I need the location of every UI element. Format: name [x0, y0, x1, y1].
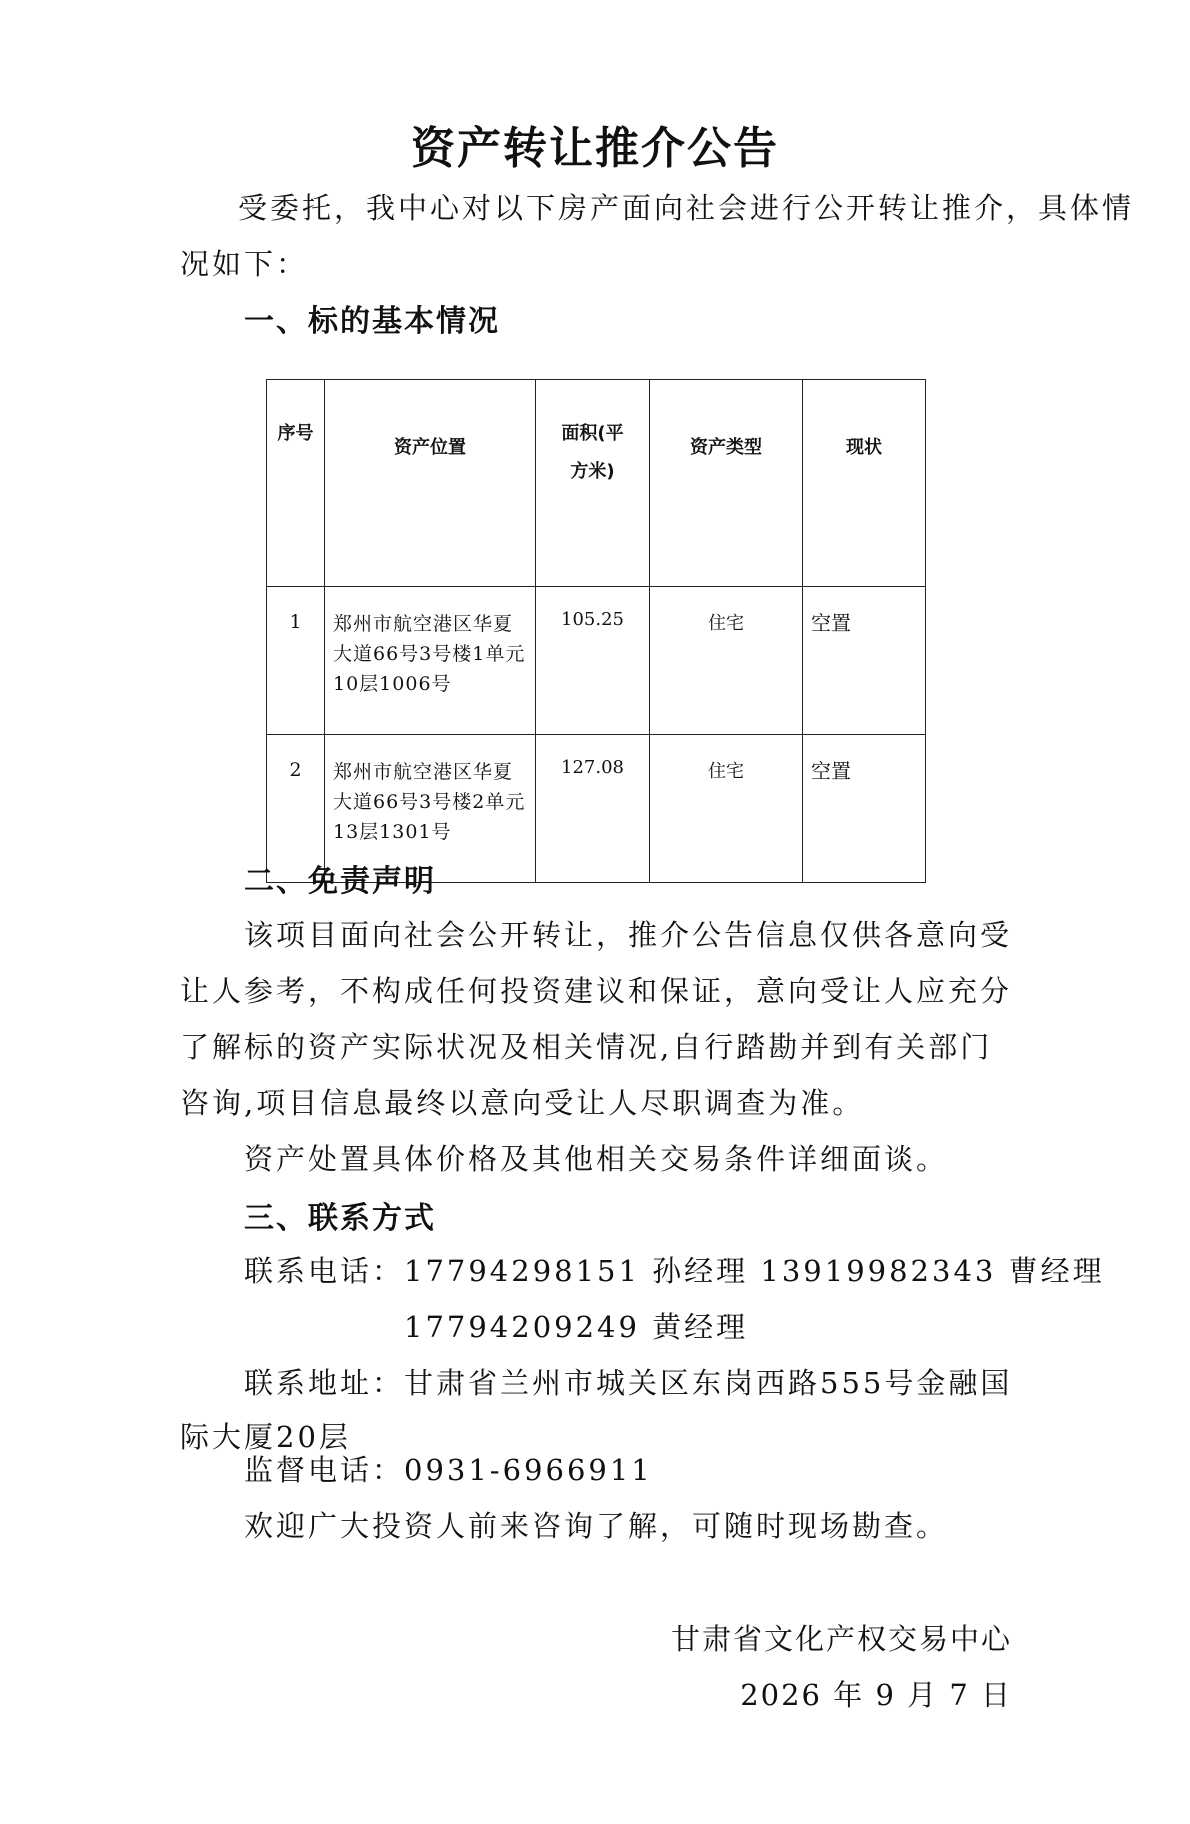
header-type: 资产类型 — [650, 380, 803, 587]
header-index: 序号 — [267, 380, 325, 587]
contact-phone-line-1: 联系电话：17794298151 孙经理 13919982343 曹经理 — [244, 1254, 1105, 1288]
welcome-note: 欢迎广大投资人前来咨询了解，可随时现场勘查。 — [244, 1509, 949, 1543]
contact-phone-line-2: 17794209249 黄经理 — [404, 1310, 749, 1344]
row-2-area: 127.08 — [536, 735, 650, 883]
header-area-line-2: 方米) — [570, 461, 615, 482]
row-1-type: 住宅 — [650, 587, 803, 735]
table-row — [267, 587, 926, 735]
disclaimer-line-1: 该项目面向社会公开转让，推介公告信息仅供各意向受 — [244, 918, 1013, 952]
row-1-area: 105.25 — [536, 587, 650, 735]
row-2-location: 郑州市航空港区华夏大道66号3号楼2单元13层1301号 — [325, 735, 536, 883]
asset-table-container — [260, 372, 940, 843]
row-2-status: 空置 — [803, 735, 926, 883]
signature-date: 2026 年 9 月 7 日 — [740, 1678, 1012, 1712]
price-note: 资产处置具体价格及其他相关交易条件详细面谈。 — [244, 1142, 949, 1176]
asset-table — [266, 379, 926, 883]
header-location: 资产位置 — [325, 380, 536, 587]
disclaimer-line-2: 让人参考，不构成任何投资建议和保证，意向受让人应充分 — [180, 974, 1013, 1008]
row-1-location: 郑州市航空港区华夏大道66号3号楼1单元10层1006号 — [325, 587, 536, 735]
row-1-index: 1 — [267, 587, 325, 735]
table-header-row — [267, 380, 926, 587]
signature-org: 甘肃省文化产权交易中心 — [670, 1622, 1012, 1656]
intro-line-1: 受委托，我中心对以下房产面向社会进行公开转让推介，具体情 — [238, 191, 1135, 225]
disclaimer-line-3: 了解标的资产实际状况及相关情况,自行踏勘并到有关部门 — [180, 1030, 993, 1064]
section-3-heading: 三、联系方式 — [244, 1201, 436, 1236]
contact-address-line-2: 际大厦20层 — [180, 1420, 351, 1454]
section-2-heading: 二、免责声明 — [244, 864, 436, 899]
row-1-status: 空置 — [803, 587, 926, 735]
header-status: 现状 — [803, 380, 926, 587]
header-area-line-1: 面积(平 — [561, 423, 624, 444]
page-title: 资产转让推介公告 — [411, 123, 779, 174]
contact-address-line-1: 联系地址：甘肃省兰州市城关区东岗西路555号金融国 — [244, 1366, 1013, 1400]
row-2-type: 住宅 — [650, 735, 803, 883]
header-area — [536, 380, 650, 587]
intro-line-2: 况如下： — [180, 247, 309, 281]
section-1-heading: 一、标的基本情况 — [244, 304, 500, 339]
supervision-phone: 监督电话：0931-6966911 — [244, 1453, 653, 1487]
row-2-index: 2 — [267, 735, 325, 883]
disclaimer-line-4: 咨询,项目信息最终以意向受让人尽职调查为准。 — [180, 1086, 865, 1120]
